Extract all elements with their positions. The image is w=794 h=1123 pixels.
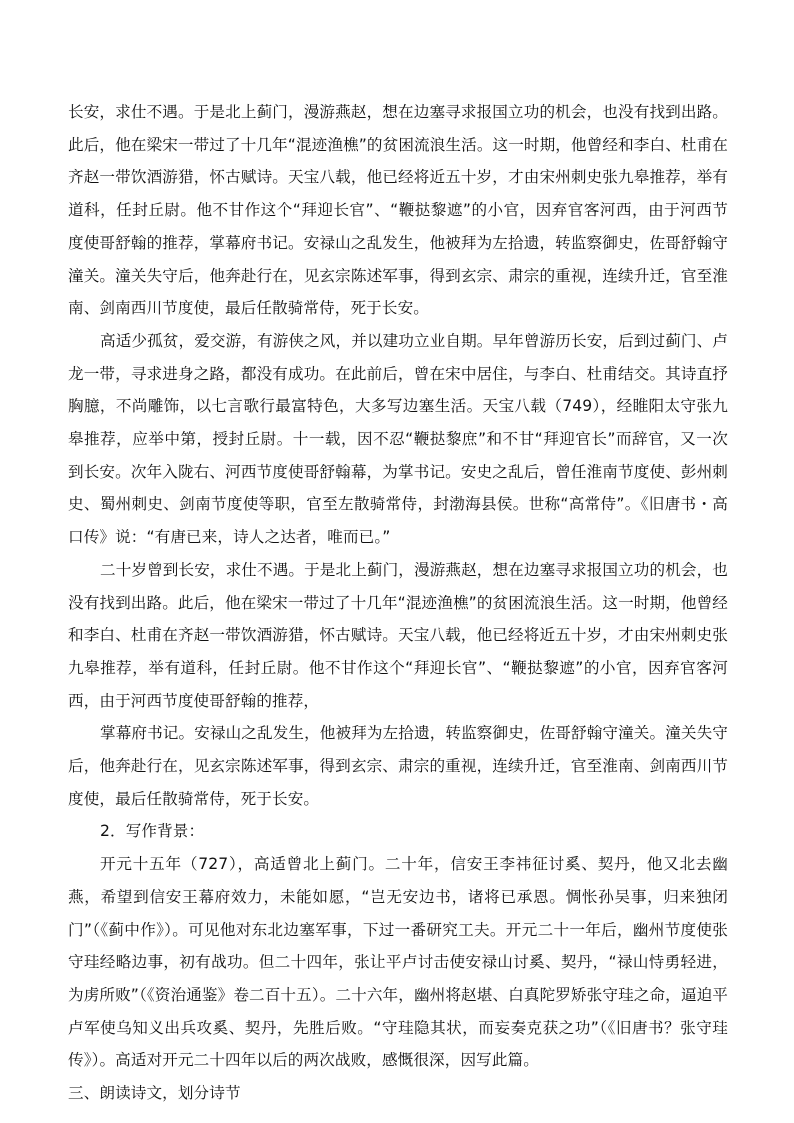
paragraph-secretary-career: 掌幕府书记。安禄山之乱发生，他被拜为左拾遗，转监察御史，佐哥舒翰守潼关。潼关失守后，他奔赴行在，见玄宗陈述军事，得到玄宗、肃宗的重视，连续升迁，官至淮南、剑南西川节度使，最后任散骑常侍，死于长安。	[68, 724, 728, 808]
paragraph-gaoshi-profile: 高适少孤贫，爱交游，有游侠之风，并以建功立业自期。早年曾游历长安，后到过蓟门、卢龙一带，寻求进身之路，都没有成功。在此前后，曾在宋中居住，与李白、杜甫结交。其诗直抒胸臆，不尚雕饰，以七言歌行最富特色，大多写边塞生活。天宝八载（749），经睢阳太守张九皋推荐，应举中第，授封丘尉。十一载，因不忍“鞭挞黎庶”和不甘“拜迎官长”而辞官，又一次到长安。次年入陇右、河西节度使哥舒翰幕，为掌书记。安史之乱后，曾任淮南节度使、彭州刺史、蜀州刺史、剑南节度使等职，官至左散骑常侍，封渤海县侯。世称“高常侍”。《旧唐书・高口传》说：“有唐已来，诗人之达者，唯而已。”	[68, 331, 728, 547]
section-heading-writing-background: 2．写作背景：	[100, 822, 205, 841]
document-page	[68, 96, 728, 1110]
paragraph-twenty-years-old: 二十岁曾到长安，求仕不遇。于是北上蓟门，漫游燕赵，想在边塞寻求报国立功的机会，也没有找到出路。此后，他在梁宋一带过了十几年“混迹渔樵”的贫困流浪生活。这一时期，他曾经和李白、杜甫在齐赵一带饮酒游猎，怀古赋诗。天宝八载，他已经将近五十岁，才由宋州刺史张九皋推荐，举有道科，任封丘尉。他不甘作这个“拜迎长官”、“鞭挞黎遮”的小官，因弃官客河西，由于河西节度使哥舒翰的推荐，	[68, 560, 728, 710]
paragraph-writing-background: 开元十五年（727），高适曾北上蓟门。二十年，信安王李祎征讨奚、契丹，他又北去幽燕，希望到信安王幕府效力，未能如愿，“岂无安边书，诸将已承恩。惆怅孙吴事，归来独闭门”（《蓟中作》）。可见他对东北边塞军事，下过一番研究工夫。开元二十一年后，幽州节度使张守珪经略边事，初有战功。但二十四年，张让平卢讨击使安禄山讨奚、契丹，“禄山恃勇轻进，为虏所败”（《资治通鉴》卷二百十五）。二十六年，幽州将赵堪、白真陀罗矫张守珪之命，逼迫平卢军使乌知义出兵攻奚、契丹，先胜后败。“守珪隐其状，而妄奏克获之功”（《旧唐书？张守珪传》）。高适对开元二十四年以后的两次战败，感慨很深，因写此篇。	[68, 855, 728, 1070]
section-heading-read-poem: 三、朗读诗文，划分诗节	[68, 1084, 241, 1103]
paragraph-biography-continued: 长安，求仕不遇。于是北上蓟门，漫游燕赵，想在边塞寻求报国立功的机会，也没有找到出路。此后，他在梁宋一带过了十几年“混迹渔樵”的贫困流浪生活。这一时期，他曾经和李白、杜甫在齐赵一带饮酒游猎，怀古赋诗。天宝八载，他已经将近五十岁，才由宋州刺史张九皋推荐，举有道科，任封丘尉。他不甘作这个“拜迎长官”、“鞭挞黎遮”的小官，因弃官客河西，由于河西节度使哥舒翰的推荐，掌幕府书记。安禄山之乱发生，他被拜为左拾遗，转监察御史，佐哥舒翰守潼关。潼关失守后，他奔赴行在，见玄宗陈述军事，得到玄宗、肃宗的重视，连续升迁，官至淮南、剑南西川节度使，最后任散骑常侍，死于长安。	[68, 103, 728, 318]
